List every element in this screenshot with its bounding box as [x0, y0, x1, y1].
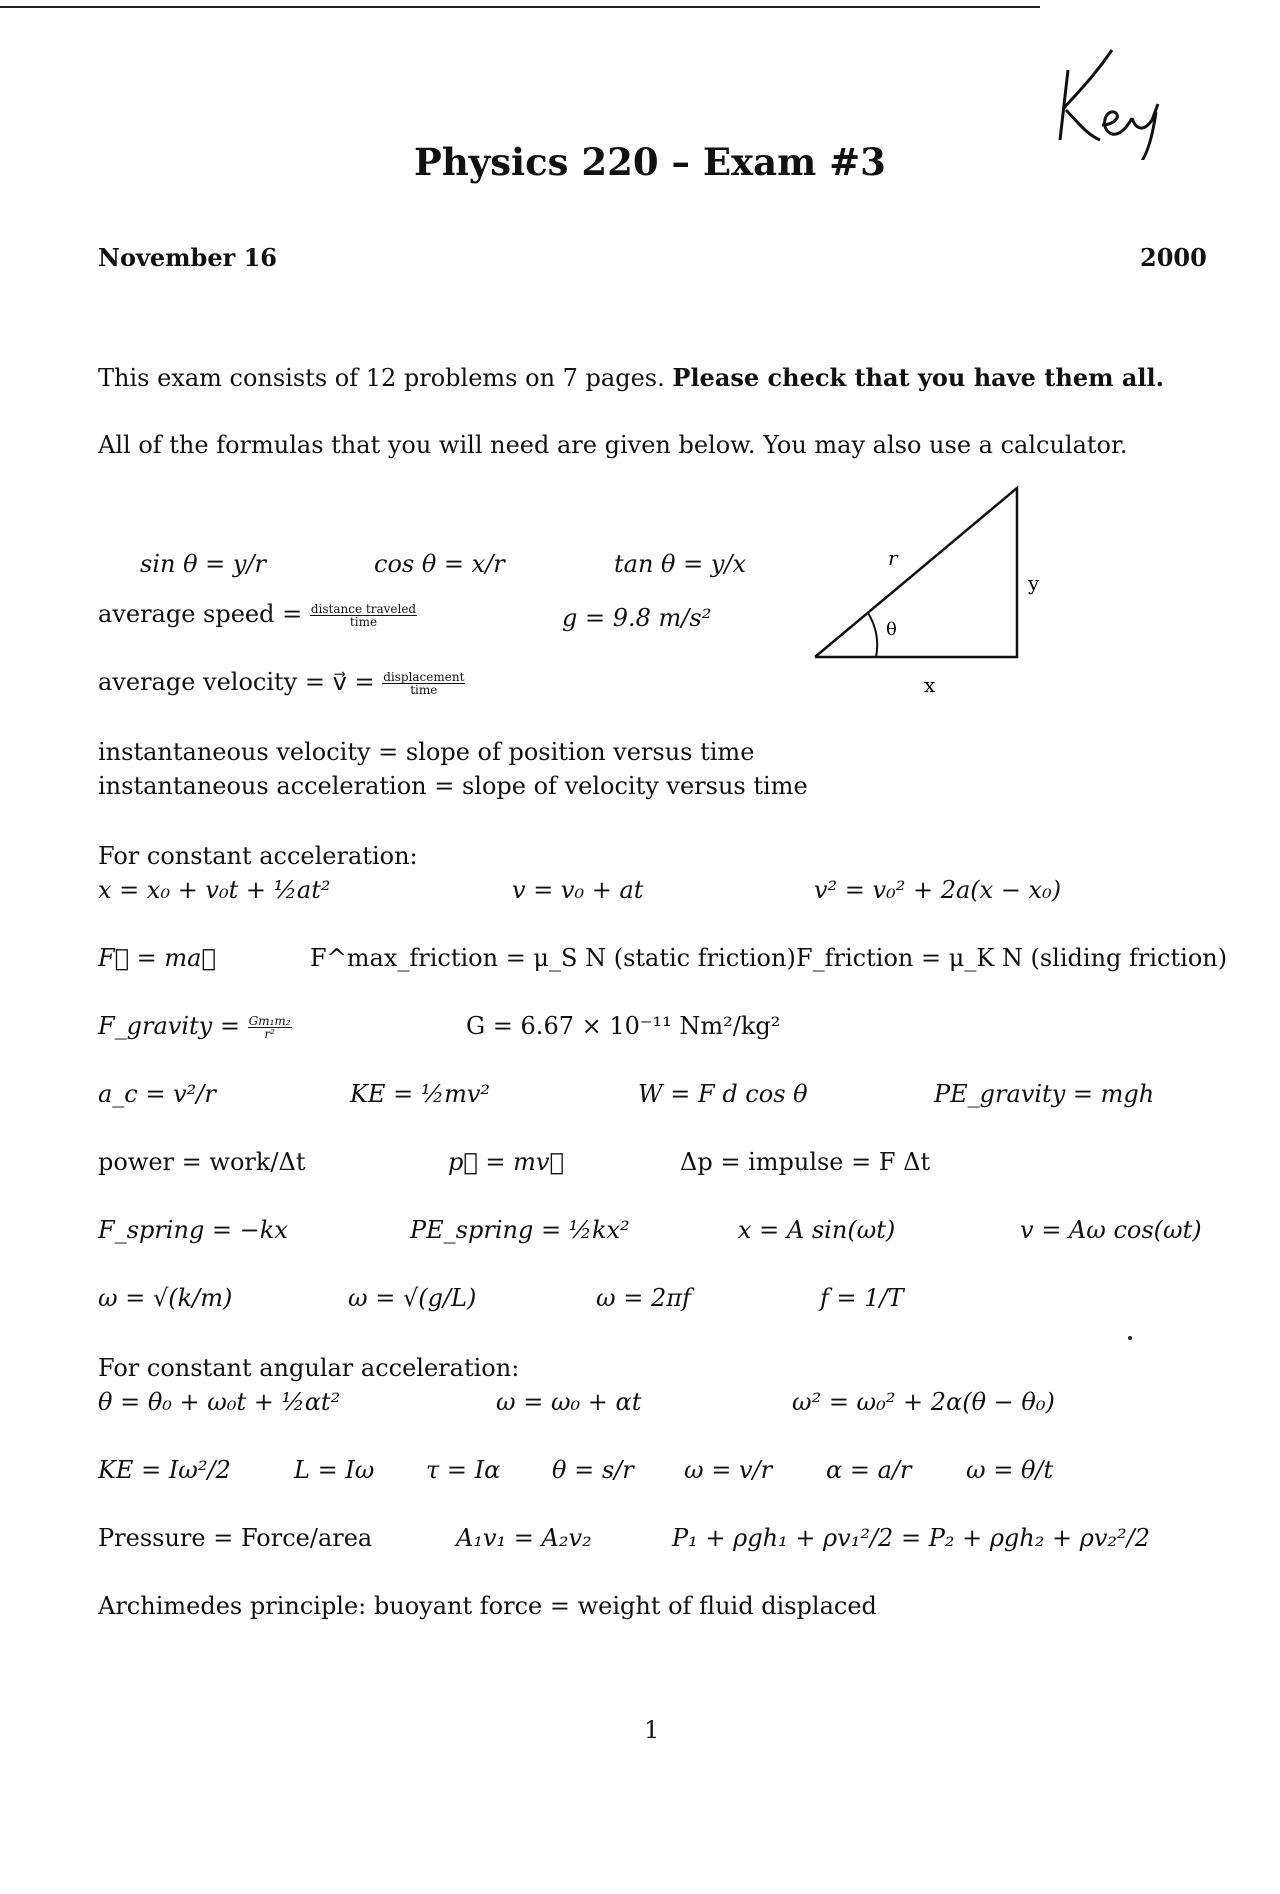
formula-tan: tan θ = y/x [614, 550, 747, 578]
page-number: 1 [644, 1716, 660, 1744]
formula-g: g = 9.8 m/s² [562, 604, 712, 632]
formula-arc-length: θ = s/r [552, 1456, 634, 1484]
formula-sin: sin θ = y/r [140, 550, 267, 578]
formula-kinematics-velocity: v = v₀ + at [512, 876, 644, 904]
formula-omega-frequency: ω = 2πf [596, 1284, 691, 1312]
intro-line-2: All of the formulas that you will need are given below. You may also use a calculator. [98, 431, 1128, 459]
right-triangle-diagram [810, 485, 1070, 700]
heading-constant-angular-acceleration: For constant angular acceleration: [98, 1354, 520, 1382]
formula-angular-position: θ = θ₀ + ω₀t + ½αt² [98, 1388, 341, 1416]
avg-speed-denominator: time [349, 615, 378, 629]
avg-velocity-label: average velocity = v⃗ = [98, 668, 375, 696]
heading-constant-acceleration: For constant acceleration: [98, 842, 418, 870]
formula-newton-second-law: F⃗ = ma⃗ [98, 944, 216, 972]
formula-average-velocity [98, 668, 465, 696]
formula-shm-velocity: v = Aω cos(ωt) [1020, 1216, 1202, 1244]
formula-frequency-period: f = 1/T [820, 1284, 904, 1312]
label-y: y [1028, 571, 1040, 595]
key-annotation [1040, 30, 1220, 160]
exam-date: November 16 [98, 243, 278, 272]
formula-static-friction: F^max_friction = μ_S N (static friction) [310, 944, 796, 972]
formula-angular-velocity: ω = ω₀ + αt [496, 1388, 642, 1416]
formula-omega-pendulum: ω = √(g/L) [348, 1284, 477, 1312]
formula-bernoulli: P₁ + ρgh₁ + ρv₁²/2 = P₂ + ρgh₂ + ρv₂²/2 [672, 1524, 1151, 1552]
formula-instantaneous-acceleration: instantaneous acceleration = slope of velocity versus time [98, 772, 808, 800]
intro-bold-text: Please check that you have them all. [672, 363, 1164, 392]
intro-text: This exam consists of 12 problems on 7 pages. [98, 364, 665, 392]
formula-torque: τ = Iα [426, 1456, 501, 1484]
formula-kinematics-position: x = x₀ + v₀t + ½at² [98, 876, 331, 904]
avg-velocity-fraction [382, 671, 465, 696]
formula-kinetic-energy: KE = ½mv² [350, 1080, 491, 1108]
formula-work: W = F d cos θ [638, 1080, 808, 1108]
formula-impulse: Δp = impulse = F Δt [680, 1148, 931, 1176]
label-x: x [924, 673, 936, 697]
gravity-numerator: Gm₁m₂ [248, 1014, 291, 1028]
formula-centripetal-acceleration: a_c = v²/r [98, 1080, 216, 1108]
formula-sliding-friction: F_friction = μ_K N (sliding friction) [796, 944, 1228, 972]
avg-velocity-denominator: time [410, 683, 438, 697]
formula-rotational-ke: KE = Iω²/2 [98, 1456, 231, 1484]
formula-omega-theta: ω = θ/t [966, 1456, 1054, 1484]
formula-shm-position: x = A sin(ωt) [738, 1216, 896, 1244]
formula-continuity: A₁v₁ = A₂v₂ [456, 1524, 592, 1552]
formula-pe-spring: PE_spring = ½kx² [410, 1216, 630, 1244]
formula-kinematics-v-squared: v² = v₀² + 2a(x − x₀) [814, 876, 1062, 904]
formula-power: power = work/Δt [98, 1148, 306, 1176]
formula-gravity [98, 1012, 292, 1040]
formula-cos: cos θ = x/r [374, 550, 505, 578]
avg-velocity-numerator: displacement [383, 670, 465, 684]
formula-pressure: Pressure = Force/area [98, 1524, 373, 1552]
page-title: Physics 220 – Exam #3 [414, 140, 886, 184]
formula-instantaneous-velocity: instantaneous velocity = slope of position versus time [98, 738, 755, 766]
formula-angular-omega-squared: ω² = ω₀² + 2α(θ − θ₀) [792, 1388, 1055, 1416]
formula-gravitational-constant: G = 6.67 × 10⁻¹¹ Nm²/kg² [466, 1012, 781, 1040]
avg-speed-fraction [310, 603, 417, 628]
formula-momentum: p⃗ = mv⃗ [448, 1148, 564, 1176]
label-r: r [888, 546, 898, 570]
formula-spring-force: F_spring = −kx [98, 1216, 288, 1244]
formula-omega-v: ω = v/r [684, 1456, 773, 1484]
avg-speed-label: average speed = [98, 600, 303, 628]
gravity-denominator: r² [264, 1027, 275, 1041]
formula-pe-gravity: PE_gravity = mgh [934, 1080, 1155, 1108]
gravity-label: F_gravity = [98, 1012, 240, 1040]
intro-line-1 [98, 363, 1164, 392]
formula-omega-spring: ω = √(k/m) [98, 1284, 233, 1312]
formula-angular-momentum: L = Iω [294, 1456, 375, 1484]
formula-alpha-a: α = a/r [826, 1456, 912, 1484]
formula-average-speed [98, 600, 417, 628]
avg-speed-numerator: distance traveled [310, 602, 417, 616]
gravity-fraction [248, 1015, 292, 1040]
formula-archimedes: Archimedes principle: buoyant force = weight of fluid displaced [98, 1592, 877, 1620]
scan-top-border [0, 6, 1040, 8]
label-theta: θ [886, 619, 897, 640]
exam-year: 2000 [1140, 243, 1207, 272]
scan-speck [1128, 1336, 1132, 1340]
